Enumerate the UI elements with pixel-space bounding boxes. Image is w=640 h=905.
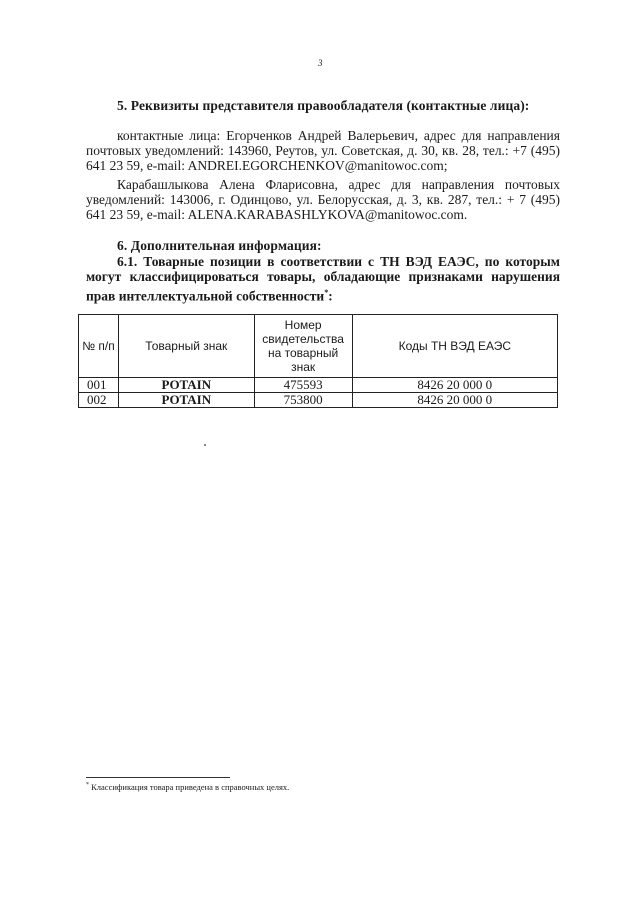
- section-6-title: 6. Дополнительная информация:: [117, 238, 322, 253]
- contact-person-2-text: Карабашлыкова Алена Фларисовна, адрес для направления почтовых уведомлений: 143006, г. Одинцово, ул. Белорусская, д. 3, кв. 287, тел.: + 7 (495) 641 23 59, e-mail: ALENA.KARABASHLYKOVA@manitowoc.com.: [86, 177, 560, 223]
- section-6-1-body: 6.1. Товарные позиции в соответствии с ТН ВЭД ЕАЭС, по которым могут классифицироваться товары, обладающие признаками нарушения прав интеллектуальной собственности: [86, 254, 560, 304]
- row-num: 002: [79, 393, 119, 408]
- footnote-text: Классификация товара приведена в справочных целях.: [91, 782, 290, 792]
- section-6-1-colon: :: [328, 288, 333, 304]
- row-certificate: 753800: [254, 393, 352, 408]
- table-header-row: [79, 315, 558, 378]
- table-row: [79, 378, 558, 393]
- section-6-1-text: [86, 254, 560, 304]
- footnote-divider: [86, 777, 230, 778]
- row-codes: 8426 20 000 0: [352, 393, 557, 408]
- section-5-title: 5. Реквизиты представителя правообладателя (контактные лица):: [117, 98, 530, 113]
- scan-speck: [204, 444, 206, 446]
- footnote: [86, 782, 289, 792]
- row-trademark: POTAIN: [118, 393, 254, 408]
- header-num: № п/п: [79, 315, 119, 378]
- row-certificate: 475593: [254, 378, 352, 393]
- contact-person-1: [86, 128, 560, 174]
- footnote-mark: *: [86, 782, 89, 789]
- page-number: 3: [318, 58, 323, 68]
- tn-ved-table: [78, 314, 558, 408]
- table-row: [79, 393, 558, 408]
- row-num: 001: [79, 378, 119, 393]
- contact-person-1-text: контактные лица: Егорченков Андрей Валерьевич, адрес для направления почтовых уведомлений: 143960, Реутов, ул. Советская, д. 30, кв. 28, тел.: +7 (495) 641 23 59, e-mail: ANDREI.EGORCHENKOV@manitowoc.com;: [86, 128, 560, 174]
- footnote-reference: *: [324, 287, 329, 297]
- header-codes: Коды ТН ВЭД ЕАЭС: [352, 315, 557, 378]
- row-trademark: POTAIN: [118, 378, 254, 393]
- header-trademark: Товарный знак: [118, 315, 254, 378]
- contact-person-2: [86, 177, 560, 223]
- row-codes: 8426 20 000 0: [352, 378, 557, 393]
- header-certificate: Номер свидетельства на товарный знак: [254, 315, 352, 378]
